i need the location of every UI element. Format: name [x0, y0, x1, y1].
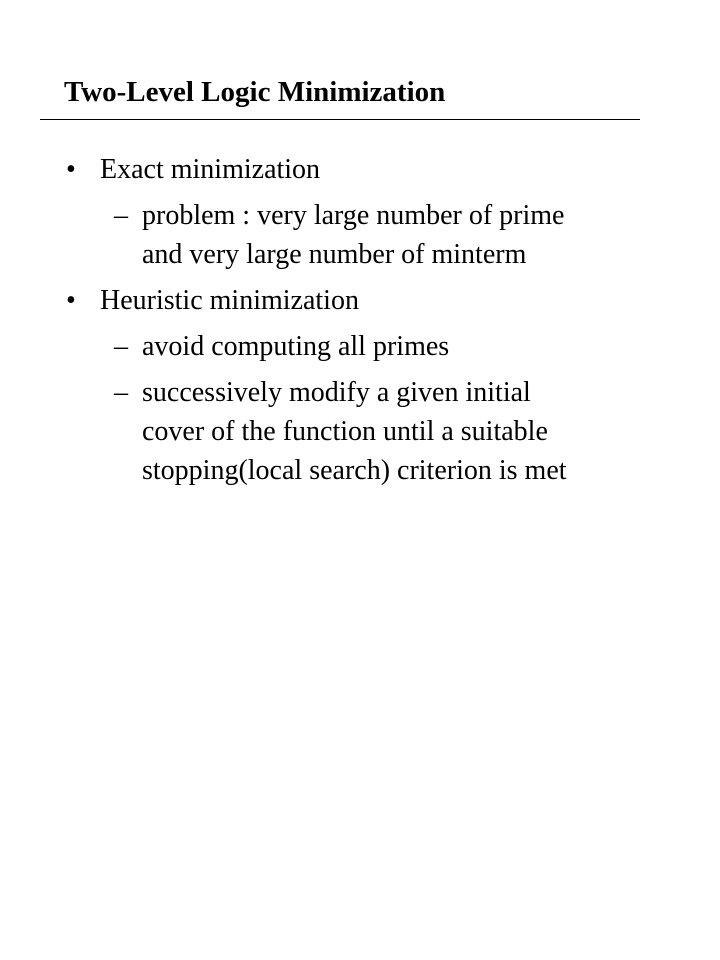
bullet-list [0, 150, 720, 497]
bullet-marker: • [66, 285, 76, 316]
sub-bullet-line: and very large number of minterm [142, 239, 527, 270]
sub-bullet-item-modify [0, 373, 720, 490]
dash-marker: – [114, 200, 128, 231]
sub-bullet-line: problem : very large number of prime [142, 200, 565, 231]
sub-bullet-line: stopping(local search) criterion is met [142, 455, 567, 486]
sub-bullet-item-problem [0, 196, 720, 274]
bullet-marker: • [66, 154, 76, 185]
dash-marker: – [114, 331, 128, 362]
dash-marker: – [114, 377, 128, 408]
sub-bullet-line: cover of the function until a suitable [142, 416, 548, 447]
title-divider [40, 119, 640, 120]
bullet-item-heuristic [0, 281, 720, 320]
sub-bullet-item-avoid [0, 327, 720, 366]
sub-bullet-line: successively modify a given initial [142, 377, 531, 408]
bullet-text: Exact minimization [100, 154, 321, 185]
bullet-text: Heuristic minimization [100, 285, 359, 316]
bullet-item-exact [0, 150, 720, 189]
slide-title: Two-Level Logic Minimization [64, 76, 446, 108]
sub-bullet-line: avoid computing all primes [142, 331, 450, 362]
